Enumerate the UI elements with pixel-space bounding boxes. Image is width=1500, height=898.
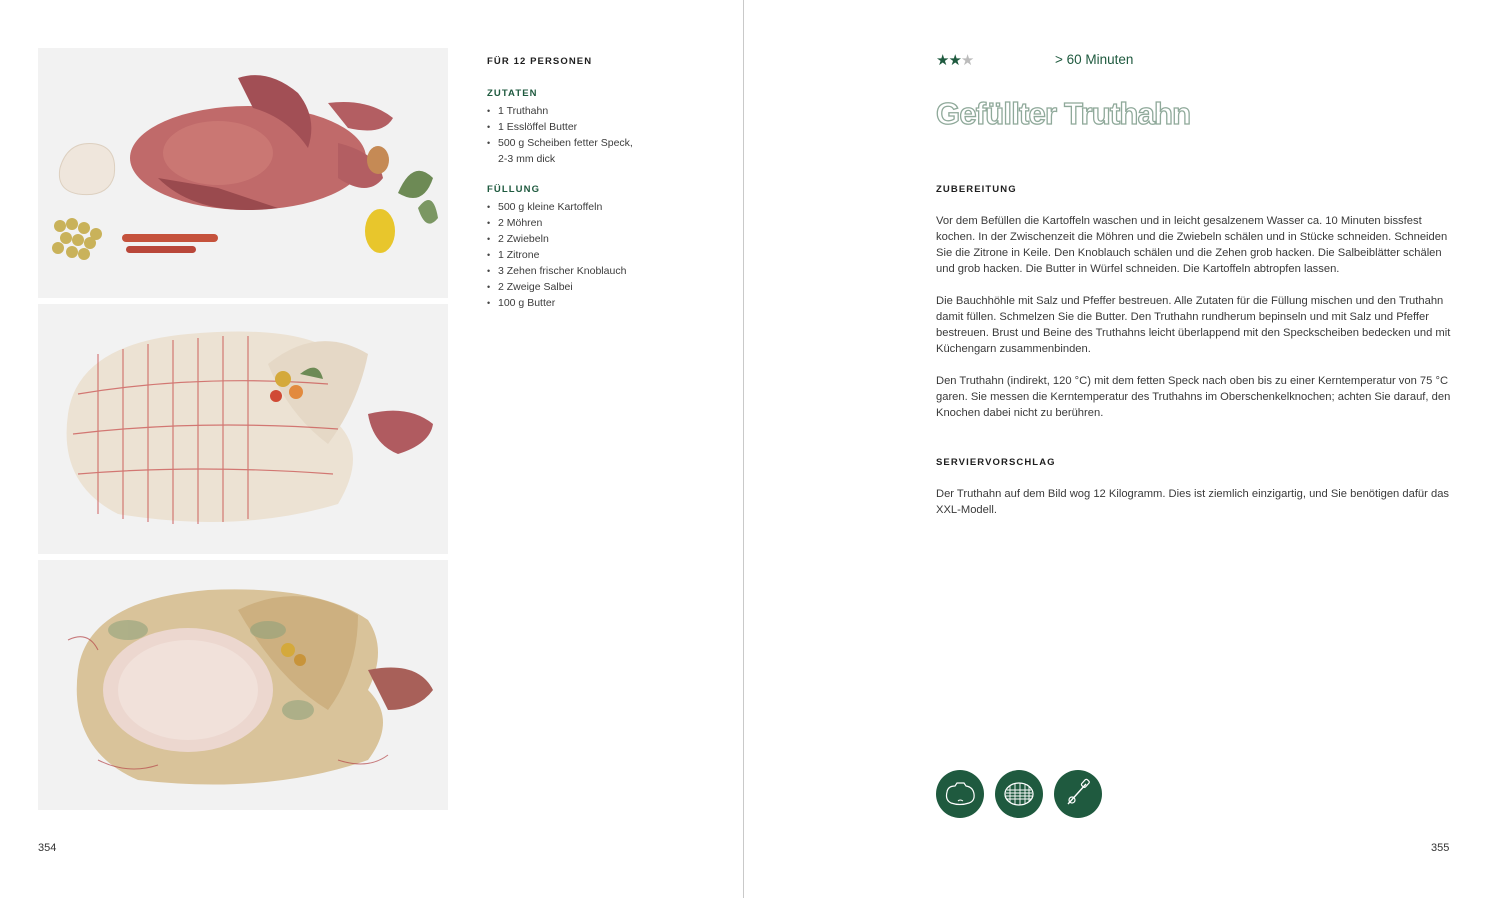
star-filled-icon: ★ — [936, 52, 949, 69]
photo-cooked-turkey — [38, 560, 448, 810]
list-item: • 100 g Butter — [487, 295, 707, 311]
list-item: • 3 Zehen frischer Knoblauch — [487, 263, 707, 279]
difficulty-rating — [936, 51, 973, 69]
zutaten-list — [487, 103, 707, 167]
star-empty-icon: ★ — [960, 52, 974, 69]
preparation-paragraph: Den Truthahn (indirekt, 120 °C) mit dem fetten Speck nach oben bis zu einer Kerntemperatur von 75 °C garen. Sie messen die Kerntemperatur des Truthahns im Oberschenkelknochen; achten Sie darauf, den Knochen dabei nicht zu berühren. — [936, 375, 1451, 419]
servings-label: FÜR 12 PERSONEN — [487, 56, 593, 67]
list-item: • 2 Zweige Salbei — [487, 279, 707, 295]
fuellung-heading: FÜLLUNG — [487, 184, 541, 195]
page-number-right: 355 — [1431, 842, 1450, 854]
photo-raw-turkey-ingredients — [38, 48, 448, 298]
preparation-paragraph: Vor dem Befüllen die Kartoffeln waschen und in leicht gesalzenem Wasser ca. 10 Minuten bissfest kochen. In der Zwischenzeit die Möhren und die Zwiebeln schälen und in Stücke schneiden. Schneiden Sie die Zitrone in Keile. Den Knoblauch schälen und die Zehen grob hacken. Die Salbeiblätter schälen und grob hacken. Die Butter in Würfel schneiden. Die Kartoffeln abtropfen lassen. — [936, 215, 1448, 275]
grill-grate-icon — [995, 770, 1043, 818]
list-item-continuation: 2-3 mm dick — [498, 153, 556, 165]
ingredients-column — [487, 55, 707, 327]
book-spine — [743, 0, 744, 898]
zubereitung-heading: ZUBEREITUNG — [936, 184, 1017, 195]
star-filled-icon: ★ — [948, 52, 961, 69]
zutaten-heading: ZUTATEN — [487, 88, 538, 99]
list-item: • 1 Esslöffel Butter — [487, 119, 707, 135]
list-item: • 1 Truthahn — [487, 103, 707, 119]
fuellung-list — [487, 199, 707, 311]
list-item: • 2 Möhren — [487, 215, 707, 231]
thermometer-icon — [1054, 770, 1102, 818]
list-item: • 500 g kleine Kartoffeln — [487, 199, 707, 215]
preparation-paragraph: Die Bauchhöhle mit Salz und Pfeffer bestreuen. Alle Zutaten für die Füllung mischen und den Truthahn damit füllen. Schmelzen Sie die Butter. Den Truthahn rundherum bepinseln und mit Salz und Pfeffer bestreuen. Brust und Beine des Truthahns leicht überlappend mit den Speckscheiben bedecken und mit Küchengarn zusammenbinden. — [936, 295, 1451, 355]
grill-lid-icon — [936, 770, 984, 818]
list-item: • 2 Zwiebeln — [487, 231, 707, 247]
recipe-title: Gefüllter Truthahn — [936, 96, 1191, 131]
serviervorschlag-heading: SERVIERVORSCHLAG — [936, 457, 1056, 468]
photo-wrapped-turkey — [38, 304, 448, 554]
serving-suggestion: Der Truthahn auf dem Bild wog 12 Kilogramm. Dies ist ziemlich einzigartig, und Sie benötigen dafür das XXL-Modell. — [936, 488, 1450, 516]
cooking-time: > 60 Minuten — [1055, 52, 1134, 67]
list-item: • 500 g Scheiben fetter Speck, — [487, 135, 707, 151]
list-item: • 1 Zitrone — [487, 247, 707, 263]
page-number-left: 354 — [38, 842, 57, 854]
